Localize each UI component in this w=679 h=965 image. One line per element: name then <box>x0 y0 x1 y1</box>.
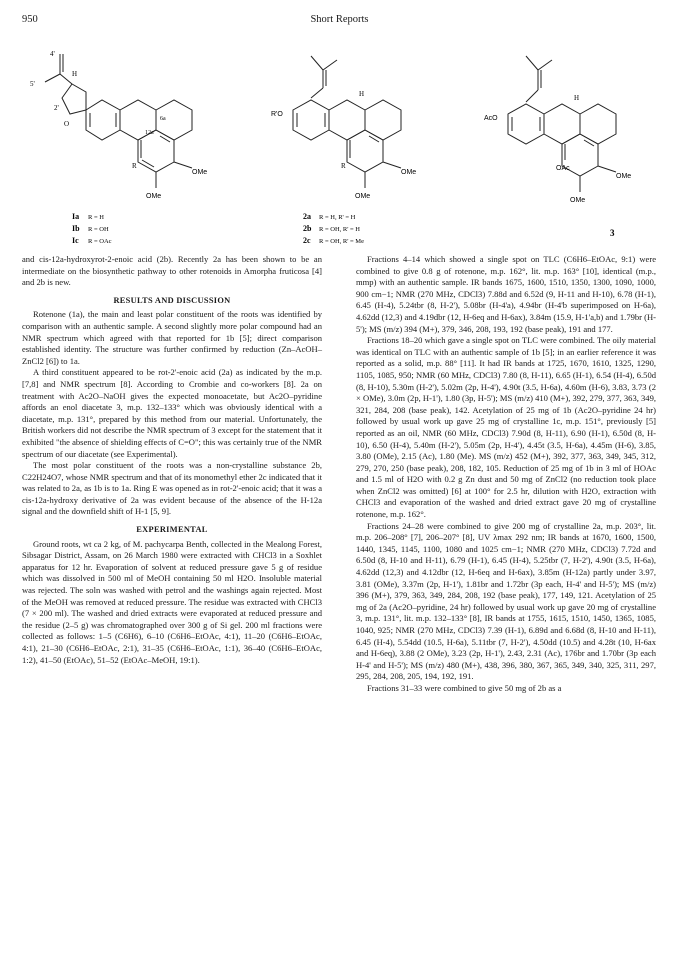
atom-ome-2: OMe <box>146 193 162 200</box>
atom-r: R <box>341 162 346 170</box>
atom-ome-1: OMe <box>616 173 632 180</box>
compound-label-1a: Ia <box>72 212 80 221</box>
compound-sub-2c: R = OH, R' = Me <box>319 238 364 245</box>
atom-h: H <box>574 94 580 102</box>
compound-label-3: 3 <box>610 228 615 238</box>
compound-sub-2b: R = OH, R' = H <box>319 226 361 233</box>
paragraph-fractions-24-28: Fractions 24–28 were combined to give 200 mg of crystalline 2a, m.p. 203°, lit. m.p. 206–208° [7], 206–207° [8], UV λmax 292 nm; IR bands at 1670, 1600, 1500, 1440, 1345, 1145, 1100, 1080 and 1025 cm−1; NMR (270 MHz, CDCl3) 7.72d and 6.50d (8, H-10 and H-11), 6.79 (H-1), 6.45 (H-4), 5.25tbr (7, H-2'), 4.90t (3.5, H-6a), 4.62dd (12,3) and 4.12dbr (12, H-6eq and H-6ax), 3.85m (H-12a) partly under 3.97, 3.81 (OMe), 3.37m (2p, H-1'), 1.81br and 1.72br (3p each, H-4' and H-5'); MS (m/z) 396 (M+), 379, 363, 349, 284, 208, 192 (base peak), 177, 149, 121. Acetylation of 25 mg of 2a (Ac2O–pyridine, 24 hr) followed by usual work up gave 20 mg of crystalline 3, m.p. 131°, lit. m.p. 132–133° [8], IR bands at 1755, 1615, 1510, 1450, 1365, 1085, 1040, 925; NMR (270 MHz, CDCl3) 7.39 (H-1), 6.89d and 6.68d (8, H-10 and H-11), 6.45 (H-4), 5.54dd (10.5, H-6a), 5.11tbr (7, H-2'), 4.50dd (10.5) and 4.28t (10, H-6ax and H-6eq), 3.88 (2 OMe), 3.23 (2p, H-1'), 2.43, 2.31 (Ac), 176br and 1.70br (3p each H-4' and H-5'); MS (m/z) 480 (M+), 438, 396, 380, 367, 365, 349, 340, 325, 311, 297, 295, 284, 208, 205, 194, 192, 191. <box>356 520 656 682</box>
compound-sub-1c: R = OAc <box>88 238 112 245</box>
atom-ome-1: OMe <box>192 169 208 176</box>
section-heading-experimental: EXPERIMENTAL <box>136 525 208 535</box>
paragraph-intro: and cis-12a-hydroxyrot-2-enoic acid (2b). Recently 2a has been shown to be an intermediate on the biosynthetic pathway to other rotenoids in Amorpha fruticosa [4] and 2b is new. <box>22 254 322 288</box>
compound-label-1b: Ib <box>72 224 80 233</box>
atom-aco: AcO <box>484 115 498 122</box>
atom-oac: OAc <box>556 165 570 172</box>
atom-6a: 6a <box>160 116 166 122</box>
paragraph-rotenone: Rotenone (1a), the main and least polar constituent of the roots was identified by comparison with an authentic sample. A second slightly more polar compound had an NMR spectrum which agreed with that reported for 1b [5]; direct comparison established identity. The structure was further confirmed by reduction (Zn–AcOH–ZnCl2 [6]) to 1a. <box>22 309 322 366</box>
compound-label-2c: 2c <box>303 236 311 245</box>
structure-3-drawing <box>460 36 660 246</box>
paragraph-fractions-4-14: Fractions 4–14 which showed a single spot on TLC (C6H6–EtOAc, 9:1) were combined to give 0.8 g of rotenone, m.p. 162°, lit. m.p. 163° [10], identical (m.p., mmp) with an authentic sample. IR bands 1675, 1600, 1510, 1350, 1300, 1090, 1000, 900 cm−1; NMR (270 MHz, CDCl3) 7.88d and 6.52d (9, H-11 and H-10), 6.78 (H-1), 6.45 (H-4), 5.24tbr (8, H-2'), 5.08br (H-4'a), 4.94br (H-4'b superimposed on H-6a), 4.62dd (12,3) and 4.19dbr (12, H-6eq and H-6ax), 3.84m (15.9, H-1'a,b) and 1.79br (H-5'); MS (m/z) 394 (M+), 379, 346, 208, 193, 192 (base peak), 191 and 177. <box>356 254 656 334</box>
atom-4prime: 4' <box>50 50 55 58</box>
atom-ome-2: OMe <box>570 197 586 204</box>
atom-12a: 12a <box>145 130 154 136</box>
compound-label-2a: 2a <box>303 212 311 221</box>
atom-r: R <box>132 162 137 170</box>
compound-sub-1a: R = H <box>88 214 104 221</box>
atom-2prime: 2' <box>54 104 59 112</box>
compound-sub-1b: R = OH <box>88 226 109 233</box>
paragraph-fractions-31-33: Fractions 31–33 were combined to give 50 mg of 2b as a <box>367 682 562 693</box>
compound-label-1c: Ic <box>72 236 79 245</box>
paragraph-polar-constituent: The most polar constituent of the roots was a non-crystalline substance 2b, C22H24O7, whose NMR spectrum and that of its monomethyl ether 2c indicated that it was related to 2a, as 1b is to 1a. Ring E was opened as in rot-2'-enoic acid; that it was a cis-12a-hydroxy derivative of 2a was evident because of the absence of the H-12a signal and the downfield shift of H-1 [5, 9]. <box>22 460 322 517</box>
atom-ome-1: OMe <box>401 169 417 176</box>
page-number: 950 <box>22 14 38 25</box>
paragraph-third-constituent: A third constituent appeared to be rot-2'-enoic acid (2a) as indicated by the m.p. [7,8] and NMR spectrum [8]. According to Crombie and co-workers [8]. 2a on treatment with Ac2O–NaOH gives the expected monoacetate, but Ac2O–pyridine affords an enol diacetate 3, m.p. 132–133° which was obviously identical with a diacetate, m.p. 131°, prepared by this method from our material. Unfortunately, the British workers did not describe the NMR spectrum of 3 except for the statement that it exhibited "the absence of shielding effects of C=O"; this was certainly true of the NMR spectrum of our diacetate (see Experimental). <box>22 367 322 459</box>
section-heading-results: RESULTS AND DISCUSSION <box>113 295 231 305</box>
right-column <box>356 254 656 695</box>
running-head: Short Reports <box>310 14 369 25</box>
atom-h: H <box>359 90 365 98</box>
structures-figure <box>20 36 660 246</box>
atom-5prime: 5' <box>30 80 35 88</box>
compound-label-2b: 2b <box>303 224 312 233</box>
paragraph-extraction: Ground roots, wt ca 2 kg, of M. pachycarpa Benth, collected in the Mealong Forest, Sibsagar District, Assam, on 26 March 1980 were extracted with CHCl3 in a Soxhlet apparatus for 12 hr. Evaporation of solvent at reduced pressure gave 5 g of residue which was dissolved in 500 ml of MeOH containing 50 ml H2O. Insoluble material was rejected. The soln was washed with petrol and the washings again rejected. Most of the MeOH was removed at reduced pressure. The residue was extracted with CHCl3 (7 × 200 ml). The washed and dried extracts were evaporated at reduced pressure and the residue (2–5 g) was chromatographed over 300 g of Si gel. 200 ml fractions were collected as follows: 1–5 (C6H6), 6–10 (C6H6–EtOAc, 4:1), 11–20 (C6H6–EtOAc, 4:1), 21–30 (C6H6–EtOAc, 2:1), 31–35 (C6H6–EtOAc, 1:1), 36–40 (C6H6–EtOAc, 1:2), 41–50 (EtOAc), 51–52 (EtOAc–MeOH, 19:1). <box>22 538 322 665</box>
page-header <box>22 14 657 28</box>
atom-o: O <box>64 120 70 128</box>
atom-h: H <box>72 70 78 78</box>
atom-ome-2: OMe <box>355 193 371 200</box>
paragraph-fractions-18-20: Fractions 18–20 which gave a single spot on TLC were combined. The oily material was identical on TLC with an authentic sample of 1b [5]; in an earlier reference it was reported as a solid, m.p. 88° [11]. It had IR bands at 1725, 1670, 1610, 1325, 1290, 1105, 1085, 950; NMR (60 MHz, CDCl3) 7.80 (8, H-11), 6.65 (H-1), 6.54 (H-4), 6.50d (8, H-10), 5.30m (H-2'), 5.02m (2p, H-4'), 4.90t (3.5, H-6a), 4.60m (H-6), 3.83, 3.73 (2 × OMe), 3.0m (2p, H-1'), 1.80 (3p, H-5'); MS (m/z) 410 (M+), 392, 279, 377, 363, 349, 321, 284, 208 (base peak), 142. Acetylation of 25 mg of 1b (Ac2O–pyridine 24 hr) followed by usual work up gave 25 mg of crystalline 1c, m.p. 151°, previously [5] reported as an oil, NMR (60 MHz, CDCl3) 7.90d (8, H-11), 6.90 (H-1), 6.50d (8, H-10), 6.50 (H-4), 5.40m (H-2'), 5.05m (2p, H-4'), 4.45t (3.5, H-6a), 4.45m (H-6), 3.85, 3.80 (OMe), 2.15 (Ac), 1.80 (Me). MS (m/z) 452 (M+), 392, 377, 363, 349, 345, 312, 279, 270, 250 (base peak), 208, 182, 105. Reduction of 25 mg of 1b in 3 ml of HOAc and 1.5 ml of H2O with 0.2 g Zn dust and 50 mg of ZnCl2 (no reduction took place when ZnCl2 was omitted) [6] at 100° for 2.5 hr, dilution with H2O, extraction with CHCl3 and evaporation of the washed and dried extract gave 20 mg of crystalline rotenone, m.p. 162°. <box>356 335 656 520</box>
left-column <box>22 254 322 666</box>
atom-ro: R'O <box>271 111 283 118</box>
compound-sub-2a: R = H, R' = H <box>319 214 356 221</box>
structure-2-drawing <box>245 36 445 246</box>
structure-1-drawing <box>20 36 235 246</box>
